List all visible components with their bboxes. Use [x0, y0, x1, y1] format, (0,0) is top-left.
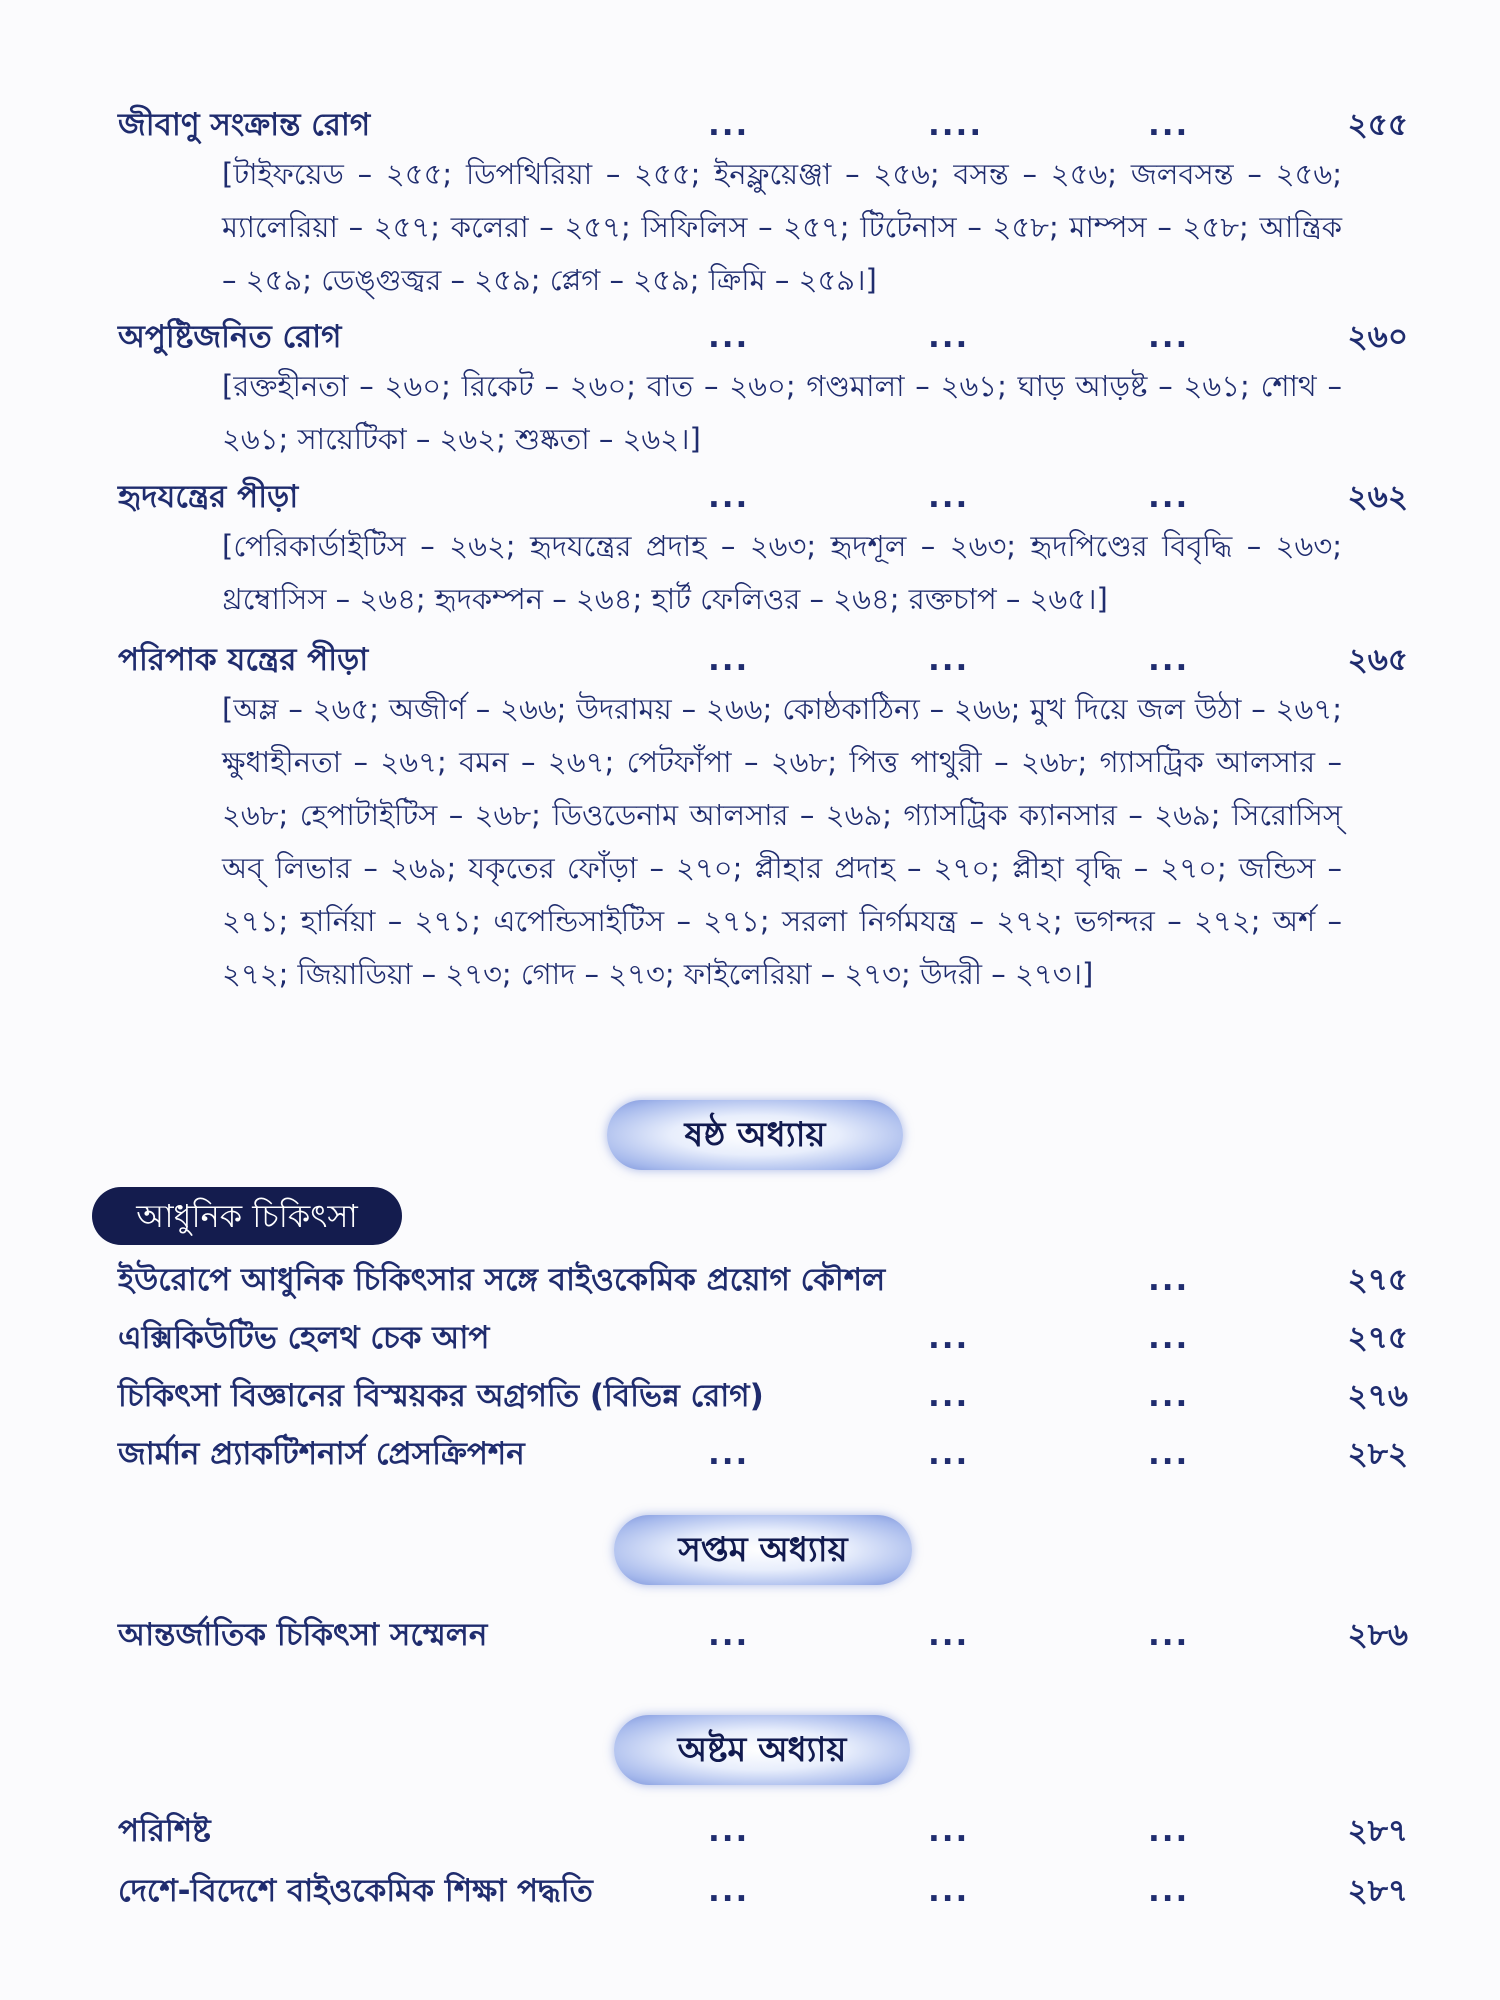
entry-page-number: ২৬২ — [1347, 479, 1408, 515]
leader-dots: ... — [708, 107, 750, 143]
entry-title: হৃদযন্ত্রের পীড়া — [118, 479, 299, 515]
entry-title: এক্সিকিউটিভ হেলথ চেক আপ — [118, 1320, 490, 1356]
toc-entry[interactable] — [118, 635, 1408, 685]
entry-title: জার্মান প্র্যাকটিশনার্স প্রেসক্রিপশন — [118, 1436, 525, 1472]
leader-dots: ... — [928, 1320, 970, 1356]
leader-dots: ... — [1148, 107, 1190, 143]
toc-entry[interactable] — [118, 100, 1408, 150]
leader-dots: ... — [708, 1873, 750, 1909]
entry-page-number: ২৬৫ — [1347, 642, 1408, 678]
entry-page-number: ২৭৫ — [1347, 1320, 1408, 1356]
leader-dots: ... — [928, 319, 970, 355]
leader-dots: ... — [708, 319, 750, 355]
entry-page-number: ২৭৫ — [1347, 1262, 1408, 1298]
leader-dots: ... — [1148, 642, 1190, 678]
entry-subtopics: [অম্ল – ২৬৫; অজীর্ণ – ২৬৬; উদরাময় – ২৬৬; কোষ্ঠকাঠিন্য – ২৬৬; মুখ দিয়ে জল উঠা – ২৬৭; ক্ষুধাহীনতা – ২৬৭; বমন – ২৬৭; পেটফাঁপা – ২৬৮; পিত্ত পাথুরী – ২৬৮; গ্যাসট্রিক আলসার – ২৬৮; হেপাটাইটিস – ২৬৮; ডিওডেনাম আলসার – ২৬৯; গ্যাসট্রিক ক্যানসার – ২৬৯; সিরোসিস্ অব্ লিভার – ২৬৯; যকৃতের ফোঁড়া – ২৭০; প্লীহার প্রদাহ – ২৭০; প্লীহা বৃদ্ধি – ২৭০; জন্ডিস – ২৭১; হার্নিয়া – ২৭১; এপেন্ডিসাইটিস – ২৭১; সরলা নির্গমযন্ত্র – ২৭২; ভগন্দর – ২৭২; অর্শ – ২৭২; জিয়াডিয়া – ২৭৩; গোদ – ২৭৩; ফাইলেরিয়া – ২৭৩; উদরী – ২৭৩।] — [222, 692, 1342, 991]
leader-dots: ... — [928, 479, 970, 515]
leader-dots: ... — [928, 1436, 970, 1472]
leader-dots: ... — [1148, 1378, 1190, 1414]
entry-title: অপুষ্টিজনিত রোগ — [118, 319, 342, 355]
leader-dots: ... — [928, 1378, 970, 1414]
leader-dots: ... — [1148, 1873, 1190, 1909]
leader-dots: ... — [1148, 1813, 1190, 1849]
leader-dots: ... — [708, 1813, 750, 1849]
entry-title: পরিশিষ্ট — [118, 1813, 211, 1849]
entry-page-number: ২৭৬ — [1347, 1378, 1408, 1414]
leader-dots: ... — [708, 479, 750, 515]
entry-page-number: ২৫৫ — [1347, 107, 1408, 143]
leader-dots: ... — [928, 1617, 970, 1653]
chapter-heading: সপ্তম অধ্যায় — [614, 1515, 912, 1585]
leader-dots: ... — [708, 1436, 750, 1472]
toc-entry[interactable] — [118, 1313, 1408, 1363]
leader-dots: ... — [928, 1813, 970, 1849]
leader-dots: ... — [1148, 1262, 1190, 1298]
entry-subtopics: [রক্তহীনতা – ২৬০; রিকেট – ২৬০; বাত – ২৬০; গণ্ডমালা – ২৬১; ঘাড় আড়ষ্ট – ২৬১; শোথ – ২৬১; সায়েটিকা – ২৬২; শুষ্কতা – ২৬২।] — [222, 369, 1342, 456]
entry-page-number: ২৬০ — [1347, 319, 1408, 355]
entry-title: চিকিৎসা বিজ্ঞানের বিস্ময়কর অগ্রগতি (বিভিন্ন রোগ) — [118, 1378, 764, 1414]
leader-dots: ... — [1148, 319, 1190, 355]
section-label: আধুনিক চিকিৎসা — [92, 1187, 402, 1245]
toc-entry[interactable] — [118, 1255, 1408, 1305]
entry-page-number: ২৮২ — [1347, 1436, 1408, 1472]
leader-dots: ... — [708, 642, 750, 678]
entry-title: ইউরোপে আধুনিক চিকিৎসার সঙ্গে বাইওকেমিক প্রয়োগ কৌশল — [118, 1262, 886, 1298]
toc-entry[interactable] — [118, 1371, 1408, 1421]
toc-entry[interactable] — [118, 472, 1408, 522]
toc-entry[interactable] — [118, 1806, 1408, 1856]
toc-entry[interactable] — [118, 1429, 1408, 1479]
toc-entry[interactable] — [118, 312, 1408, 362]
entry-page-number: ২৮৭ — [1347, 1873, 1408, 1909]
entry-page-number: ২৮৬ — [1347, 1617, 1408, 1653]
entry-title: জীবাণু সংক্রান্ত রোগ — [118, 107, 371, 143]
leader-dots: ... — [1148, 1436, 1190, 1472]
entry-page-number: ২৮৭ — [1347, 1813, 1408, 1849]
entry-subtopics: [টাইফয়েড – ২৫৫; ডিপথিরিয়া – ২৫৫; ইনফ্লুয়েঞ্জা – ২৫৬; বসন্ত – ২৫৬; জলবসন্ত – ২৫৬; ম্যালেরিয়া – ২৫৭; কলেরা – ২৫৭; সিফিলিস – ২৫৭; টিটেনাস – ২৫৮; মাম্পস – ২৫৮; আন্ত্রিক – ২৫৯; ডেঙ্গুজ্বর – ২৫৯; প্লেগ – ২৫৯; ক্রিমি – ২৫৯।] — [222, 157, 1342, 297]
toc-entry[interactable] — [118, 1866, 1408, 1916]
leader-dots: .... — [928, 107, 984, 143]
chapter-heading: ষষ্ঠ অধ্যায় — [607, 1100, 903, 1170]
toc-entry[interactable] — [118, 1610, 1408, 1660]
leader-dots: ... — [1148, 1320, 1190, 1356]
chapter-heading: অষ্টম অধ্যায় — [614, 1715, 910, 1785]
entry-title: আন্তর্জাতিক চিকিৎসা সম্মেলন — [118, 1617, 488, 1653]
entry-subtopics: [পেরিকার্ডাইটিস – ২৬২; হৃদযন্ত্রের প্রদাহ – ২৬৩; হৃদশূল – ২৬৩; হৃদপিণ্ডের বিবৃদ্ধি – ২৬৩; থ্রম্বোসিস – ২৬৪; হৃদকম্পন – ২৬৪; হার্ট ফেলিওর – ২৬৪; রক্তচাপ – ২৬৫।] — [222, 529, 1342, 616]
leader-dots: ... — [928, 642, 970, 678]
entry-title: পরিপাক যন্ত্রের পীড়া — [118, 642, 369, 678]
leader-dots: ... — [1148, 479, 1190, 515]
entry-title: দেশে-বিদেশে বাইওকেমিক শিক্ষা পদ্ধতি — [118, 1873, 593, 1909]
leader-dots: ... — [1148, 1617, 1190, 1653]
leader-dots: ... — [708, 1617, 750, 1653]
leader-dots: ... — [928, 1873, 970, 1909]
